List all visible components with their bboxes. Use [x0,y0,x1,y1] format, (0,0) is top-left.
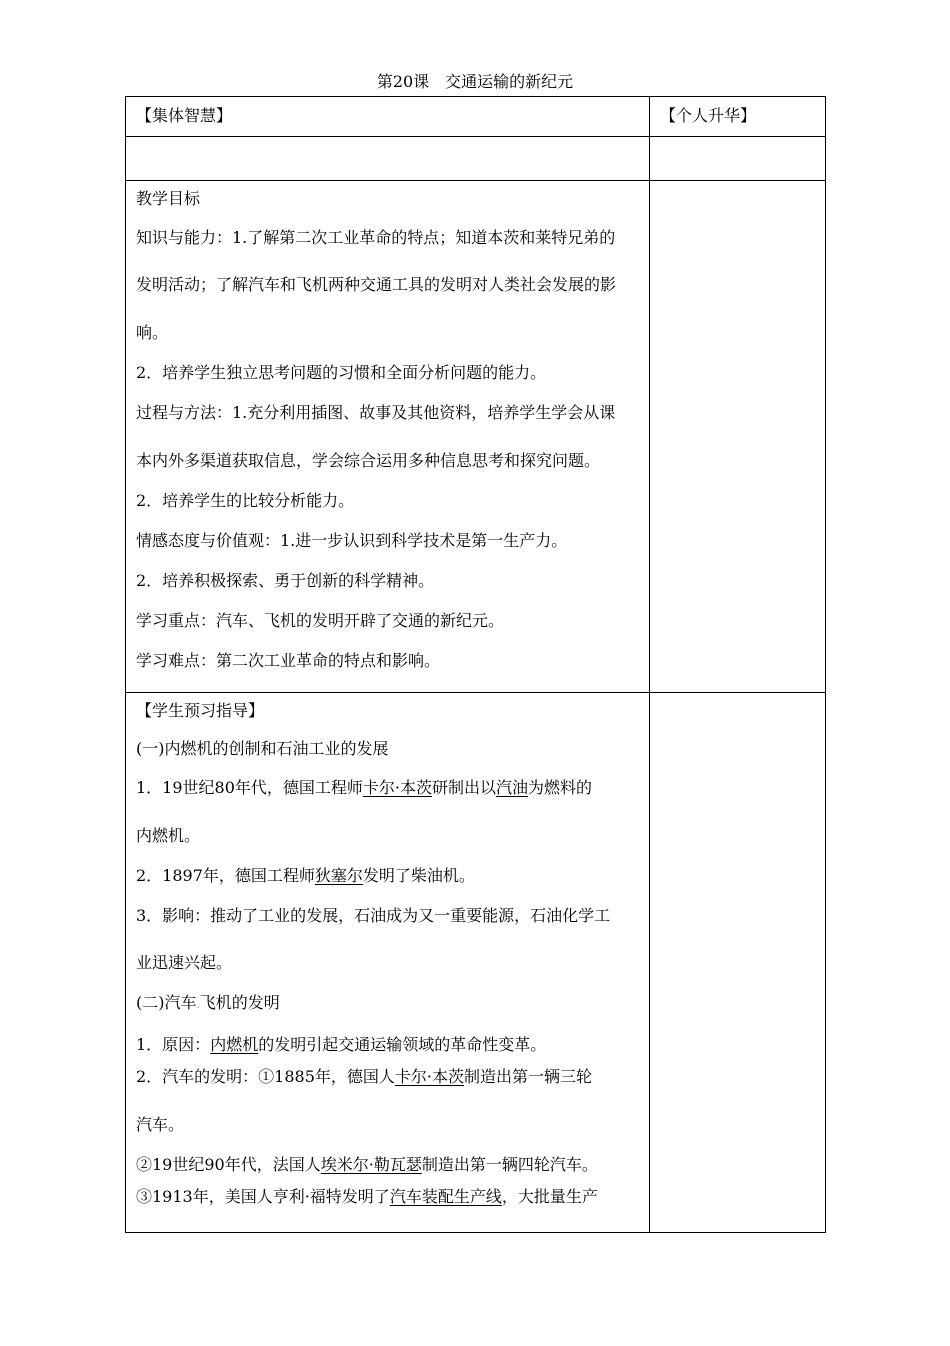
section-2-item-4: ③1913年，美国人亨利·福特发明了汽车装配生产线，大批量生产 [136,1187,598,1206]
underlined-answer: 卡尔·本茨 [394,1067,464,1086]
section-1-item-1-cont: 内燃机。 [136,826,201,845]
preview-heading: 【学生预习指导】 [136,701,265,720]
underlined-answer: 狄塞尔 [314,866,363,885]
process-line-2: 本内外多渠道获取信息，学会综合运用多种信息思考和探究问题。 [136,451,601,470]
underlined-answer: 埃米尔·勒瓦瑟 [320,1155,422,1174]
section-2-item-1: 1．原因：内燃机的发明引起交通运输领域的革命性变革。 [136,1035,547,1054]
section-2-item-2: 2．汽车的发明：①1885年，德国人卡尔·本茨制造出第一辆三轮 [136,1067,593,1086]
knowledge-line-1: 知识与能力：1.了解第二次工业革命的特点；知道本茨和莱特兄弟的 [136,228,616,247]
section-2-item-3: ②19世纪90年代，法国人埃米尔·勒瓦瑟制造出第一辆四轮汽车。 [136,1155,598,1174]
objectives-cell [126,181,650,693]
section-1-item-2: 2．1897年，德国工程师狄塞尔发明了柴油机。 [136,866,475,885]
learning-difficulty: 学习难点：第二次工业革命的特点和影响。 [136,651,441,670]
underlined-answer: 内燃机 [210,1035,259,1054]
learning-focus: 学习重点：汽车、飞机的发明开辟了交通的新纪元。 [136,611,505,630]
section-1-title: (一)内燃机的创制和石油工业的发展 [136,739,389,758]
section-1-item-3-cont: 业迅速兴起。 [136,953,233,972]
section-1-item-3: 3．影响：推动了工业的发展，石油成为又一重要能源，石油化学工 [136,906,611,925]
knowledge-item-2: 2．培养学生独立思考问题的习惯和全面分析问题的能力。 [136,363,547,382]
underlined-answer: 汽车装配生产线 [389,1187,502,1206]
process-line-1: 过程与方法：1.充分利用插图、故事及其他资料，培养学生学会从课 [136,403,616,422]
edit-mark-icon: . [196,1000,200,1011]
knowledge-line-2: 发明活动；了解汽车和飞机两种交通工具的发明对人类社会发展的影 [136,275,617,294]
header-row [126,97,826,137]
blank-row [126,137,826,181]
lesson-table [125,96,826,1233]
blank-cell-left [126,137,650,181]
underlined-answer: 卡尔·本茨 [362,778,432,797]
personal-sublimation-header: 【个人升华】 [650,97,826,137]
preview-row [126,693,826,1233]
underlined-answer: 汽油 [496,778,529,797]
section-2-item-2-cont: 汽车。 [136,1115,185,1134]
objectives-heading: 教学目标 [136,189,201,208]
preview-cell [126,693,650,1233]
page-title: 第20课 交通运输的新纪元 [376,72,574,91]
process-item-2: 2．培养学生的比较分析能力。 [136,491,355,510]
objectives-notes-cell [650,181,826,693]
section-1-item-1: 1．19世纪80年代，德国工程师卡尔·本茨研制出以汽油为燃料的 [136,778,593,797]
knowledge-line-3: 响。 [136,323,169,342]
collective-wisdom-header: 【集体智慧】 [126,97,650,137]
emotion-item-2: 2．培养积极探索、勇于创新的科学精神。 [136,571,435,590]
emotion-item-1: 情感态度与价值观：1.进一步认识到科学技术是第一生产力。 [136,531,568,550]
preview-notes-cell [650,693,826,1233]
section-2-title: (二)汽车.飞机的发明 [136,993,280,1012]
objectives-row [126,181,826,693]
blank-cell-right [650,137,826,181]
